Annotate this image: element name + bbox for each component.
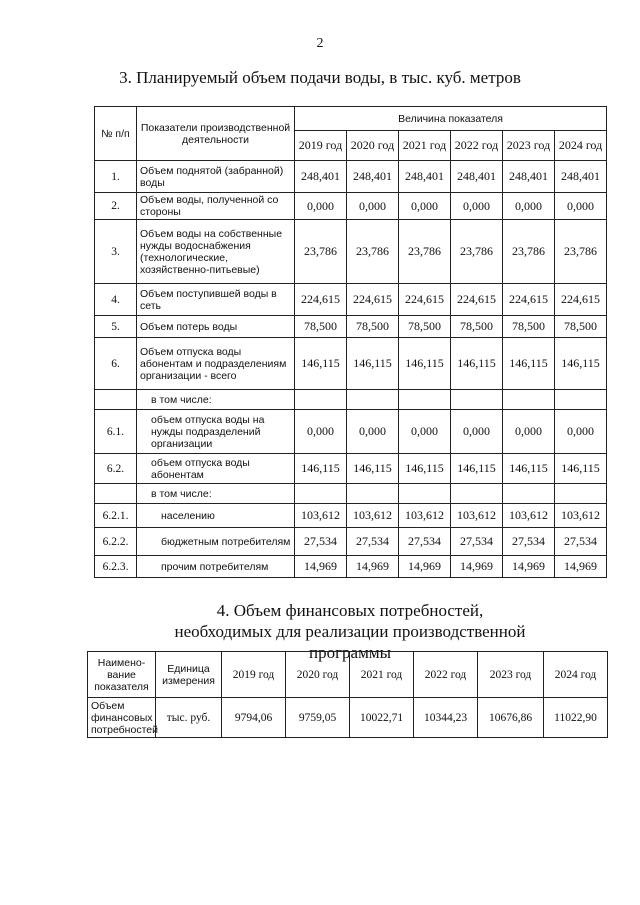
header-year: 2019 год xyxy=(222,652,286,698)
row-value xyxy=(555,390,607,410)
header-year: 2021 год xyxy=(399,131,451,161)
row-value: 248,401 xyxy=(451,161,503,193)
row-indicator-name: Объем воды, полученной со стороны xyxy=(137,193,295,220)
row-value: 146,115 xyxy=(451,454,503,484)
row-number: 6.2.2. xyxy=(95,528,137,556)
table-row xyxy=(95,484,607,504)
row-value: 14,969 xyxy=(347,556,399,578)
row-value: 224,615 xyxy=(555,284,607,316)
row-value: 103,612 xyxy=(451,504,503,528)
row-number: 6. xyxy=(95,338,137,390)
row-value: 146,115 xyxy=(399,454,451,484)
header-year: 2019 год xyxy=(295,131,347,161)
row-value: 78,500 xyxy=(295,316,347,338)
table-row xyxy=(95,161,607,193)
row-indicator-name: бюджетным потребителям xyxy=(137,528,295,556)
row-value: 14,969 xyxy=(555,556,607,578)
table-row xyxy=(95,410,607,454)
row-value: 78,500 xyxy=(503,316,555,338)
header-year: 2022 год xyxy=(414,652,478,698)
row-name: Объем финансовых потребностей xyxy=(88,698,156,738)
row-number: 2. xyxy=(95,193,137,220)
row-value: 248,401 xyxy=(555,161,607,193)
header-year: 2020 год xyxy=(347,131,399,161)
row-number: 5. xyxy=(95,316,137,338)
row-value: 10344,23 xyxy=(414,698,478,738)
row-value: 27,534 xyxy=(399,528,451,556)
row-value: 224,615 xyxy=(295,284,347,316)
header-year: 2022 год xyxy=(451,131,503,161)
row-indicator-name: объем отпуска воды абонентам xyxy=(137,454,295,484)
row-value: 0,000 xyxy=(555,410,607,454)
row-value: 103,612 xyxy=(555,504,607,528)
row-value: 23,786 xyxy=(555,220,607,284)
row-indicator-name: в том числе: xyxy=(137,484,295,504)
row-value: 0,000 xyxy=(399,410,451,454)
row-value: 103,612 xyxy=(295,504,347,528)
row-number: 6.2. xyxy=(95,454,137,484)
row-value: 27,534 xyxy=(555,528,607,556)
row-value: 23,786 xyxy=(503,220,555,284)
row-value: 14,969 xyxy=(503,556,555,578)
row-value: 248,401 xyxy=(399,161,451,193)
row-value: 146,115 xyxy=(555,454,607,484)
row-value xyxy=(451,484,503,504)
row-indicator-name: населению xyxy=(137,504,295,528)
header-year: 2023 год xyxy=(478,652,544,698)
row-value: 103,612 xyxy=(399,504,451,528)
row-value: 0,000 xyxy=(451,410,503,454)
row-value: 23,786 xyxy=(295,220,347,284)
row-value: 146,115 xyxy=(555,338,607,390)
row-value: 146,115 xyxy=(347,338,399,390)
row-value: 27,534 xyxy=(451,528,503,556)
row-value: 0,000 xyxy=(555,193,607,220)
header-num: № п/п xyxy=(95,107,137,161)
row-number: 6.1. xyxy=(95,410,137,454)
row-value: 0,000 xyxy=(295,193,347,220)
row-value: 78,500 xyxy=(347,316,399,338)
page-number: 2 xyxy=(316,36,324,51)
section4-title-line2: необходимых для реализации производственной программы xyxy=(174,622,526,662)
table-row xyxy=(95,556,607,578)
header-year: 2021 год xyxy=(350,652,414,698)
row-value xyxy=(503,484,555,504)
row-value: 146,115 xyxy=(503,454,555,484)
row-value: 9759,05 xyxy=(286,698,350,738)
row-value: 23,786 xyxy=(347,220,399,284)
row-value: 14,969 xyxy=(295,556,347,578)
row-value: 248,401 xyxy=(347,161,399,193)
financial-needs-table xyxy=(87,651,608,738)
row-value: 9794,06 xyxy=(222,698,286,738)
row-indicator-name: объем отпуска воды на нужды подразделений организации xyxy=(137,410,295,454)
row-number: 1. xyxy=(95,161,137,193)
header-unit: Единица измерения xyxy=(156,652,222,698)
row-indicator-name: Объем воды на собственные нужды водоснабжения (технологические, хозяйственно-питьевые) xyxy=(137,220,295,284)
row-value: 224,615 xyxy=(503,284,555,316)
row-indicator-name: Объем отпуска воды абонентам и подразделениям организации - всего xyxy=(137,338,295,390)
row-value: 10676,86 xyxy=(478,698,544,738)
row-indicator-name: прочим потребителям xyxy=(137,556,295,578)
row-value: 0,000 xyxy=(399,193,451,220)
table-row xyxy=(95,193,607,220)
row-value xyxy=(295,484,347,504)
row-value: 0,000 xyxy=(347,410,399,454)
row-value: 78,500 xyxy=(399,316,451,338)
water-supply-table xyxy=(94,106,607,578)
row-value: 146,115 xyxy=(295,454,347,484)
row-value xyxy=(295,390,347,410)
header-name: Наимено-вание показателя xyxy=(88,652,156,698)
header-year: 2024 год xyxy=(555,131,607,161)
header-indicator: Показатели производственной деятельности xyxy=(137,107,295,161)
row-value: 146,115 xyxy=(503,338,555,390)
row-value: 0,000 xyxy=(503,193,555,220)
table-row xyxy=(95,504,607,528)
row-number: 4. xyxy=(95,284,137,316)
row-value: 103,612 xyxy=(347,504,399,528)
row-value: 0,000 xyxy=(295,410,347,454)
row-value: 10022,71 xyxy=(350,698,414,738)
section4-title-line1: 4. Объем финансовых потребностей, xyxy=(216,601,484,620)
row-number xyxy=(95,484,137,504)
row-number: 3. xyxy=(95,220,137,284)
row-value: 27,534 xyxy=(347,528,399,556)
row-value: 0,000 xyxy=(503,410,555,454)
row-value: 23,786 xyxy=(451,220,503,284)
table-row xyxy=(95,316,607,338)
table-row xyxy=(95,528,607,556)
header-year: 2023 год xyxy=(503,131,555,161)
row-indicator-name: в том числе: xyxy=(137,390,295,410)
row-value xyxy=(399,390,451,410)
row-value: 14,969 xyxy=(399,556,451,578)
row-value: 23,786 xyxy=(399,220,451,284)
row-indicator-name: Объем потерь воды xyxy=(137,316,295,338)
row-value: 78,500 xyxy=(555,316,607,338)
row-value: 146,115 xyxy=(347,454,399,484)
row-value xyxy=(399,484,451,504)
row-value: 146,115 xyxy=(399,338,451,390)
row-value: 224,615 xyxy=(451,284,503,316)
row-value: 14,969 xyxy=(451,556,503,578)
row-value xyxy=(347,484,399,504)
header-year: 2024 год xyxy=(544,652,608,698)
row-unit: тыс. руб. xyxy=(156,698,222,738)
row-number xyxy=(95,390,137,410)
row-number: 6.2.1. xyxy=(95,504,137,528)
row-indicator-name: Объем поступившей воды в сеть xyxy=(137,284,295,316)
table-row xyxy=(95,338,607,390)
section3-title: 3. Планируемый объем подачи воды, в тыс. куб. метров xyxy=(119,68,521,87)
row-value: 248,401 xyxy=(295,161,347,193)
row-value: 27,534 xyxy=(295,528,347,556)
row-value: 0,000 xyxy=(347,193,399,220)
table-row xyxy=(95,454,607,484)
row-indicator-name: Объем поднятой (забранной) воды xyxy=(137,161,295,193)
row-value: 248,401 xyxy=(503,161,555,193)
row-value: 224,615 xyxy=(347,284,399,316)
header-value: Величина показателя xyxy=(295,107,607,131)
row-value: 11022,90 xyxy=(544,698,608,738)
row-value: 103,612 xyxy=(503,504,555,528)
table-row xyxy=(95,390,607,410)
row-value xyxy=(503,390,555,410)
row-value xyxy=(555,484,607,504)
row-number: 6.2.3. xyxy=(95,556,137,578)
row-value xyxy=(451,390,503,410)
row-value: 78,500 xyxy=(451,316,503,338)
header-year: 2020 год xyxy=(286,652,350,698)
row-value: 146,115 xyxy=(451,338,503,390)
row-value: 0,000 xyxy=(451,193,503,220)
table-row xyxy=(95,220,607,284)
row-value xyxy=(347,390,399,410)
row-value: 27,534 xyxy=(503,528,555,556)
row-value: 224,615 xyxy=(399,284,451,316)
row-value: 146,115 xyxy=(295,338,347,390)
table-row xyxy=(95,284,607,316)
